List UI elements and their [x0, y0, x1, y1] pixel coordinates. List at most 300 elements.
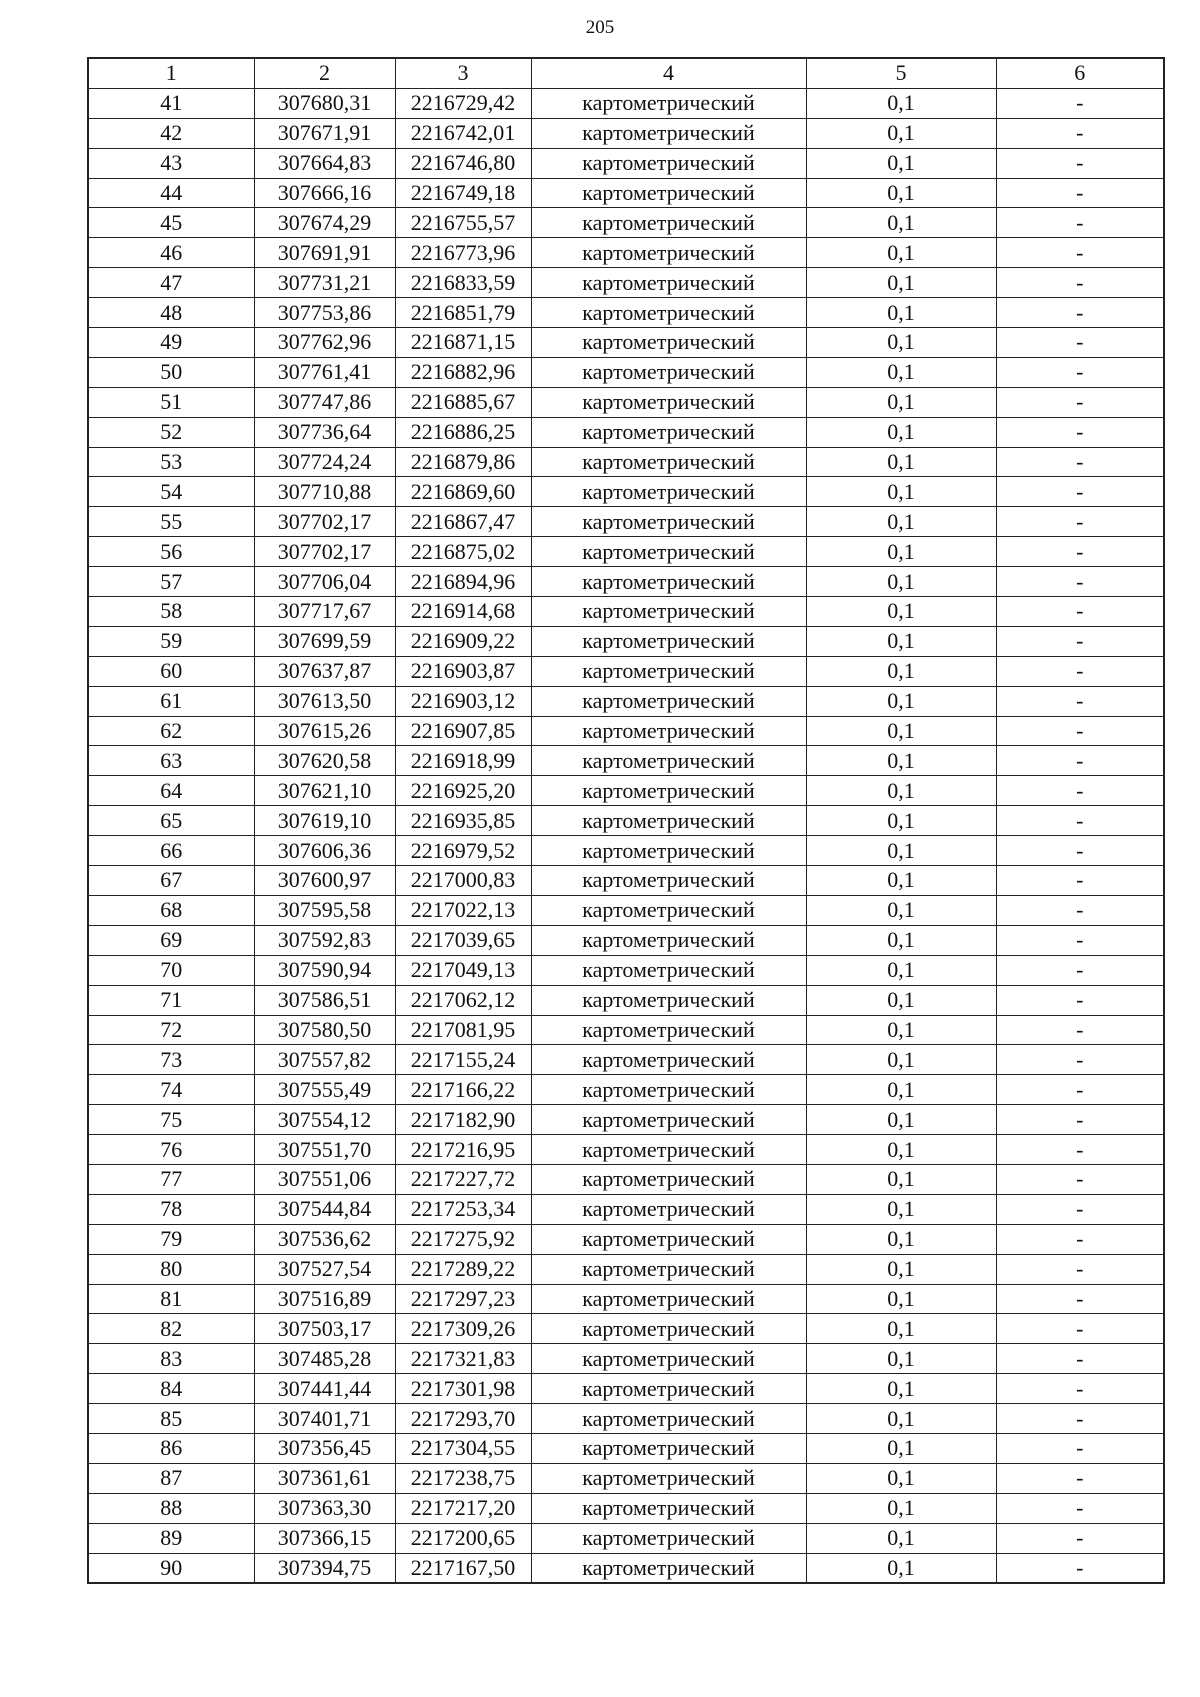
cell-method: картометрический	[531, 148, 806, 178]
cell-accuracy: 0,1	[806, 1254, 996, 1284]
cell-method: картометрический	[531, 1404, 806, 1434]
cell-point-number: 43	[88, 148, 254, 178]
cell-point-number: 57	[88, 567, 254, 597]
cell-point-number: 83	[88, 1344, 254, 1374]
cell-y-coordinate: 2216885,67	[395, 387, 531, 417]
cell-method: картометрический	[531, 567, 806, 597]
cell-y-coordinate: 2216742,01	[395, 118, 531, 148]
cell-point-number: 70	[88, 955, 254, 985]
cell-point-number: 89	[88, 1523, 254, 1553]
cell-y-coordinate: 2216749,18	[395, 178, 531, 208]
cell-accuracy: 0,1	[806, 1493, 996, 1523]
cell-accuracy: 0,1	[806, 447, 996, 477]
table-row	[88, 208, 1164, 238]
cell-x-coordinate: 307706,04	[254, 567, 395, 597]
cell-x-coordinate: 307619,10	[254, 806, 395, 836]
cell-method: картометрический	[531, 1135, 806, 1165]
cell-y-coordinate: 2216918,99	[395, 746, 531, 776]
cell-accuracy: 0,1	[806, 1314, 996, 1344]
cell-x-coordinate: 307664,83	[254, 148, 395, 178]
cell-method: картометрический	[531, 507, 806, 537]
cell-method: картометрический	[531, 477, 806, 507]
cell-method: картометрический	[531, 1463, 806, 1493]
cell-y-coordinate: 2216903,12	[395, 686, 531, 716]
cell-point-number: 41	[88, 88, 254, 118]
cell-method: картометрический	[531, 1493, 806, 1523]
cell-note: -	[996, 118, 1164, 148]
cell-point-number: 69	[88, 925, 254, 955]
table-row	[88, 537, 1164, 567]
cell-note: -	[996, 387, 1164, 417]
cell-y-coordinate: 2216871,15	[395, 328, 531, 358]
cell-note: -	[996, 1523, 1164, 1553]
cell-note: -	[996, 1164, 1164, 1194]
cell-y-coordinate: 2217155,24	[395, 1045, 531, 1075]
cell-note: -	[996, 1135, 1164, 1165]
table-row	[88, 417, 1164, 447]
cell-point-number: 44	[88, 178, 254, 208]
cell-point-number: 51	[88, 387, 254, 417]
cell-point-number: 84	[88, 1374, 254, 1404]
cell-note: -	[996, 716, 1164, 746]
cell-x-coordinate: 307586,51	[254, 985, 395, 1015]
cell-method: картометрический	[531, 1224, 806, 1254]
cell-accuracy: 0,1	[806, 208, 996, 238]
table-row	[88, 328, 1164, 358]
cell-point-number: 86	[88, 1433, 254, 1463]
table-row	[88, 686, 1164, 716]
cell-y-coordinate: 2217301,98	[395, 1374, 531, 1404]
column-header-point-number: 1	[88, 58, 254, 88]
cell-method: картометрический	[531, 1194, 806, 1224]
cell-x-coordinate: 307762,96	[254, 328, 395, 358]
cell-accuracy: 0,1	[806, 417, 996, 447]
cell-point-number: 90	[88, 1553, 254, 1583]
cell-note: -	[996, 866, 1164, 896]
cell-note: -	[996, 238, 1164, 268]
cell-x-coordinate: 307674,29	[254, 208, 395, 238]
cell-x-coordinate: 307724,24	[254, 447, 395, 477]
cell-x-coordinate: 307680,31	[254, 88, 395, 118]
cell-x-coordinate: 307621,10	[254, 776, 395, 806]
table-row	[88, 716, 1164, 746]
cell-x-coordinate: 307736,64	[254, 417, 395, 447]
table-row	[88, 1164, 1164, 1194]
column-header-y-coordinate: 3	[395, 58, 531, 88]
cell-method: картометрический	[531, 895, 806, 925]
cell-x-coordinate: 307503,17	[254, 1314, 395, 1344]
cell-y-coordinate: 2216886,25	[395, 417, 531, 447]
cell-accuracy: 0,1	[806, 895, 996, 925]
cell-accuracy: 0,1	[806, 656, 996, 686]
cell-x-coordinate: 307600,97	[254, 866, 395, 896]
cell-note: -	[996, 776, 1164, 806]
cell-x-coordinate: 307536,62	[254, 1224, 395, 1254]
cell-x-coordinate: 307620,58	[254, 746, 395, 776]
cell-x-coordinate: 307551,06	[254, 1164, 395, 1194]
cell-note: -	[996, 656, 1164, 686]
cell-x-coordinate: 307361,61	[254, 1463, 395, 1493]
cell-x-coordinate: 307637,87	[254, 656, 395, 686]
column-header-x-coordinate: 2	[254, 58, 395, 88]
cell-method: картометрический	[531, 1105, 806, 1135]
cell-y-coordinate: 2216755,57	[395, 208, 531, 238]
cell-method: картометрический	[531, 1553, 806, 1583]
cell-accuracy: 0,1	[806, 746, 996, 776]
page-number: 205	[585, 17, 615, 38]
cell-note: -	[996, 1314, 1164, 1344]
cell-x-coordinate: 307401,71	[254, 1404, 395, 1434]
cell-method: картометрический	[531, 208, 806, 238]
cell-note: -	[996, 806, 1164, 836]
table-row	[88, 1523, 1164, 1553]
table-row	[88, 1404, 1164, 1434]
cell-point-number: 71	[88, 985, 254, 1015]
cell-y-coordinate: 2216879,86	[395, 447, 531, 477]
cell-accuracy: 0,1	[806, 1105, 996, 1135]
cell-accuracy: 0,1	[806, 776, 996, 806]
cell-y-coordinate: 2216907,85	[395, 716, 531, 746]
cell-method: картометрический	[531, 985, 806, 1015]
cell-method: картометрический	[531, 447, 806, 477]
table-row	[88, 1374, 1164, 1404]
cell-method: картометрический	[531, 626, 806, 656]
cell-y-coordinate: 2216875,02	[395, 537, 531, 567]
cell-method: картометрический	[531, 328, 806, 358]
cell-method: картометрический	[531, 387, 806, 417]
cell-y-coordinate: 2217304,55	[395, 1433, 531, 1463]
cell-point-number: 72	[88, 1015, 254, 1045]
cell-accuracy: 0,1	[806, 507, 996, 537]
cell-method: картометрический	[531, 1075, 806, 1105]
cell-point-number: 61	[88, 686, 254, 716]
cell-accuracy: 0,1	[806, 925, 996, 955]
cell-accuracy: 0,1	[806, 387, 996, 417]
table-header	[88, 58, 1164, 88]
cell-method: картометрический	[531, 1045, 806, 1075]
cell-accuracy: 0,1	[806, 88, 996, 118]
cell-y-coordinate: 2216851,79	[395, 298, 531, 328]
cell-point-number: 79	[88, 1224, 254, 1254]
cell-accuracy: 0,1	[806, 148, 996, 178]
cell-accuracy: 0,1	[806, 597, 996, 627]
cell-method: картометрический	[531, 1314, 806, 1344]
cell-point-number: 45	[88, 208, 254, 238]
cell-point-number: 76	[88, 1135, 254, 1165]
cell-point-number: 52	[88, 417, 254, 447]
cell-x-coordinate: 307753,86	[254, 298, 395, 328]
cell-accuracy: 0,1	[806, 477, 996, 507]
cell-accuracy: 0,1	[806, 866, 996, 896]
cell-method: картометрический	[531, 925, 806, 955]
table-row	[88, 1194, 1164, 1224]
cell-point-number: 67	[88, 866, 254, 896]
table-row	[88, 387, 1164, 417]
table-row	[88, 1045, 1164, 1075]
cell-point-number: 50	[88, 357, 254, 387]
cell-accuracy: 0,1	[806, 1284, 996, 1314]
cell-y-coordinate: 2216867,47	[395, 507, 531, 537]
cell-y-coordinate: 2217000,83	[395, 866, 531, 896]
cell-y-coordinate: 2217062,12	[395, 985, 531, 1015]
cell-y-coordinate: 2216746,80	[395, 148, 531, 178]
cell-y-coordinate: 2217253,34	[395, 1194, 531, 1224]
cell-method: картометрический	[531, 357, 806, 387]
cell-x-coordinate: 307554,12	[254, 1105, 395, 1135]
cell-point-number: 82	[88, 1314, 254, 1344]
cell-accuracy: 0,1	[806, 1194, 996, 1224]
cell-accuracy: 0,1	[806, 1463, 996, 1493]
table-row	[88, 118, 1164, 148]
cell-note: -	[996, 686, 1164, 716]
cell-x-coordinate: 307363,30	[254, 1493, 395, 1523]
cell-y-coordinate: 2217289,22	[395, 1254, 531, 1284]
cell-method: картометрический	[531, 776, 806, 806]
cell-method: картометрический	[531, 1284, 806, 1314]
cell-method: картометрический	[531, 866, 806, 896]
cell-note: -	[996, 298, 1164, 328]
cell-accuracy: 0,1	[806, 1433, 996, 1463]
column-header-method: 4	[531, 58, 806, 88]
cell-note: -	[996, 895, 1164, 925]
cell-note: -	[996, 148, 1164, 178]
cell-accuracy: 0,1	[806, 328, 996, 358]
cell-point-number: 47	[88, 268, 254, 298]
cell-y-coordinate: 2217182,90	[395, 1105, 531, 1135]
cell-note: -	[996, 1284, 1164, 1314]
cell-accuracy: 0,1	[806, 1164, 996, 1194]
column-header-note: 6	[996, 58, 1164, 88]
cell-note: -	[996, 208, 1164, 238]
cell-method: картометрический	[531, 118, 806, 148]
table-row	[88, 985, 1164, 1015]
cell-y-coordinate: 2217217,20	[395, 1493, 531, 1523]
cell-point-number: 68	[88, 895, 254, 925]
cell-accuracy: 0,1	[806, 1344, 996, 1374]
table-row	[88, 866, 1164, 896]
cell-method: картометрический	[531, 178, 806, 208]
table-row	[88, 656, 1164, 686]
cell-note: -	[996, 1194, 1164, 1224]
cell-method: картометрический	[531, 417, 806, 447]
cell-y-coordinate: 2217022,13	[395, 895, 531, 925]
cell-x-coordinate: 307595,58	[254, 895, 395, 925]
table-row	[88, 507, 1164, 537]
cell-y-coordinate: 2217166,22	[395, 1075, 531, 1105]
cell-method: картометрический	[531, 1254, 806, 1284]
cell-y-coordinate: 2217081,95	[395, 1015, 531, 1045]
cell-note: -	[996, 1045, 1164, 1075]
cell-x-coordinate: 307544,84	[254, 1194, 395, 1224]
cell-point-number: 55	[88, 507, 254, 537]
cell-point-number: 66	[88, 836, 254, 866]
cell-y-coordinate: 2217216,95	[395, 1135, 531, 1165]
cell-y-coordinate: 2217049,13	[395, 955, 531, 985]
table-row	[88, 178, 1164, 208]
cell-note: -	[996, 178, 1164, 208]
cell-accuracy: 0,1	[806, 836, 996, 866]
table-row	[88, 1135, 1164, 1165]
cell-y-coordinate: 2217309,26	[395, 1314, 531, 1344]
cell-accuracy: 0,1	[806, 268, 996, 298]
cell-point-number: 64	[88, 776, 254, 806]
cell-point-number: 77	[88, 1164, 254, 1194]
table-row	[88, 447, 1164, 477]
cell-point-number: 74	[88, 1075, 254, 1105]
cell-note: -	[996, 1374, 1164, 1404]
cell-x-coordinate: 307747,86	[254, 387, 395, 417]
cell-accuracy: 0,1	[806, 1135, 996, 1165]
cell-x-coordinate: 307557,82	[254, 1045, 395, 1075]
cell-note: -	[996, 925, 1164, 955]
table-row	[88, 477, 1164, 507]
column-header-accuracy: 5	[806, 58, 996, 88]
table-row	[88, 1314, 1164, 1344]
table-row	[88, 1284, 1164, 1314]
cell-x-coordinate: 307356,45	[254, 1433, 395, 1463]
cell-point-number: 63	[88, 746, 254, 776]
cell-method: картометрический	[531, 836, 806, 866]
header-row	[88, 58, 1164, 88]
table-row	[88, 1254, 1164, 1284]
cell-point-number: 88	[88, 1493, 254, 1523]
table-row	[88, 357, 1164, 387]
cell-method: картометрический	[531, 238, 806, 268]
cell-note: -	[996, 477, 1164, 507]
cell-note: -	[996, 1224, 1164, 1254]
cell-x-coordinate: 307441,44	[254, 1374, 395, 1404]
table-row	[88, 88, 1164, 118]
cell-method: картометрический	[531, 656, 806, 686]
cell-point-number: 58	[88, 597, 254, 627]
coordinates-table	[87, 57, 1165, 1584]
cell-note: -	[996, 1105, 1164, 1135]
cell-accuracy: 0,1	[806, 238, 996, 268]
cell-x-coordinate: 307590,94	[254, 955, 395, 985]
cell-note: -	[996, 626, 1164, 656]
cell-y-coordinate: 2217293,70	[395, 1404, 531, 1434]
cell-x-coordinate: 307606,36	[254, 836, 395, 866]
cell-accuracy: 0,1	[806, 1404, 996, 1434]
table-row	[88, 925, 1164, 955]
cell-y-coordinate: 2216903,87	[395, 656, 531, 686]
cell-accuracy: 0,1	[806, 1224, 996, 1254]
cell-note: -	[996, 268, 1164, 298]
cell-point-number: 80	[88, 1254, 254, 1284]
cell-point-number: 48	[88, 298, 254, 328]
cell-method: картометрический	[531, 1015, 806, 1045]
cell-note: -	[996, 447, 1164, 477]
cell-method: картометрический	[531, 597, 806, 627]
cell-method: картометрический	[531, 1523, 806, 1553]
cell-y-coordinate: 2216979,52	[395, 836, 531, 866]
cell-method: картометрический	[531, 88, 806, 118]
cell-x-coordinate: 307702,17	[254, 507, 395, 537]
cell-x-coordinate: 307551,70	[254, 1135, 395, 1165]
table-row	[88, 1463, 1164, 1493]
cell-y-coordinate: 2216869,60	[395, 477, 531, 507]
cell-x-coordinate: 307485,28	[254, 1344, 395, 1374]
cell-y-coordinate: 2217297,23	[395, 1284, 531, 1314]
cell-method: картометрический	[531, 686, 806, 716]
cell-method: картометрический	[531, 955, 806, 985]
cell-x-coordinate: 307710,88	[254, 477, 395, 507]
cell-note: -	[996, 537, 1164, 567]
cell-note: -	[996, 985, 1164, 1015]
cell-note: -	[996, 1463, 1164, 1493]
cell-method: картометрический	[531, 537, 806, 567]
cell-note: -	[996, 417, 1164, 447]
table-row	[88, 776, 1164, 806]
cell-method: картометрический	[531, 806, 806, 836]
table-row	[88, 597, 1164, 627]
cell-note: -	[996, 1254, 1164, 1284]
cell-note: -	[996, 597, 1164, 627]
cell-method: картометрический	[531, 746, 806, 776]
cell-point-number: 87	[88, 1463, 254, 1493]
cell-y-coordinate: 2216729,42	[395, 88, 531, 118]
cell-method: картометрический	[531, 1433, 806, 1463]
cell-note: -	[996, 1553, 1164, 1583]
cell-note: -	[996, 1015, 1164, 1045]
cell-point-number: 73	[88, 1045, 254, 1075]
cell-y-coordinate: 2216914,68	[395, 597, 531, 627]
cell-point-number: 75	[88, 1105, 254, 1135]
cell-accuracy: 0,1	[806, 955, 996, 985]
cell-note: -	[996, 1344, 1164, 1374]
cell-note: -	[996, 328, 1164, 358]
cell-note: -	[996, 1433, 1164, 1463]
cell-point-number: 59	[88, 626, 254, 656]
cell-y-coordinate: 2217227,72	[395, 1164, 531, 1194]
cell-y-coordinate: 2216882,96	[395, 357, 531, 387]
cell-x-coordinate: 307761,41	[254, 357, 395, 387]
cell-accuracy: 0,1	[806, 686, 996, 716]
cell-note: -	[996, 746, 1164, 776]
cell-note: -	[996, 507, 1164, 537]
cell-accuracy: 0,1	[806, 298, 996, 328]
table-row	[88, 1344, 1164, 1374]
cell-point-number: 81	[88, 1284, 254, 1314]
cell-x-coordinate: 307592,83	[254, 925, 395, 955]
cell-y-coordinate: 2216773,96	[395, 238, 531, 268]
cell-y-coordinate: 2217200,65	[395, 1523, 531, 1553]
cell-y-coordinate: 2217167,50	[395, 1553, 531, 1583]
table-row	[88, 1075, 1164, 1105]
cell-y-coordinate: 2217238,75	[395, 1463, 531, 1493]
table-row	[88, 1433, 1164, 1463]
table-row	[88, 746, 1164, 776]
cell-y-coordinate: 2216909,22	[395, 626, 531, 656]
cell-x-coordinate: 307717,67	[254, 597, 395, 627]
cell-y-coordinate: 2217321,83	[395, 1344, 531, 1374]
cell-note: -	[996, 836, 1164, 866]
table-row	[88, 1105, 1164, 1135]
cell-x-coordinate: 307666,16	[254, 178, 395, 208]
cell-x-coordinate: 307613,50	[254, 686, 395, 716]
cell-point-number: 46	[88, 238, 254, 268]
cell-accuracy: 0,1	[806, 716, 996, 746]
cell-note: -	[996, 88, 1164, 118]
cell-point-number: 42	[88, 118, 254, 148]
cell-point-number: 49	[88, 328, 254, 358]
table-row	[88, 955, 1164, 985]
cell-x-coordinate: 307394,75	[254, 1553, 395, 1583]
table-row	[88, 1015, 1164, 1045]
cell-x-coordinate: 307580,50	[254, 1015, 395, 1045]
cell-accuracy: 0,1	[806, 178, 996, 208]
cell-y-coordinate: 2216925,20	[395, 776, 531, 806]
